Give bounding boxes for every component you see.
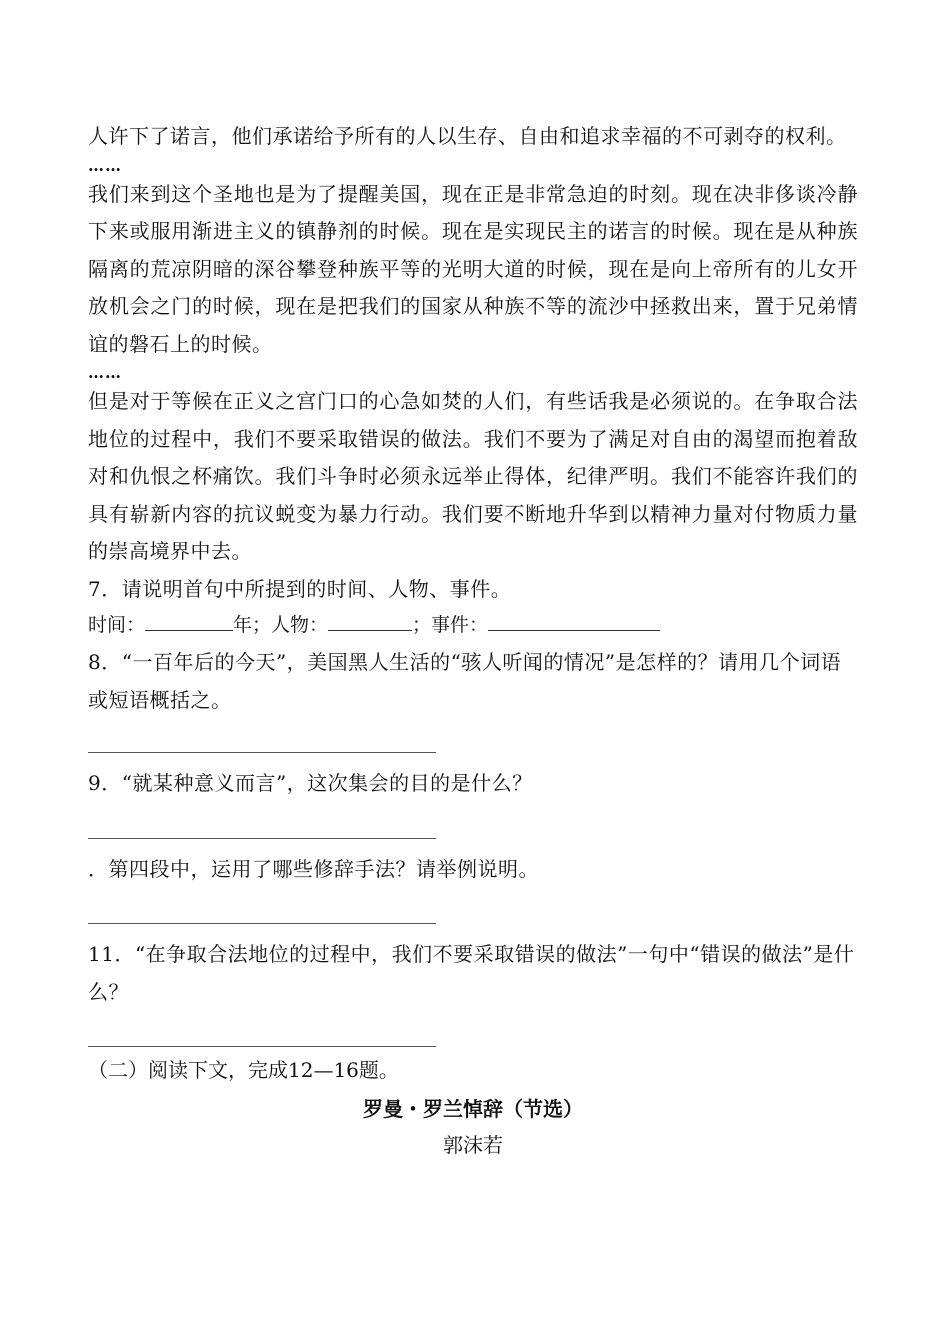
answer-line-8[interactable]: [88, 751, 436, 753]
passage-paragraph-2: 我们来到这个圣地也是为了提醒美国，现在正是非常急迫的时刻。现在决非侈谈冷静下来或服用渐进主义的镇静剂的时候。现在是实现民主的诺言的时候。现在是从种族隔离的荒凉阴暗的深谷攀登种族平等的光明大道的时候，现在是向上帝所有的儿女开放机会之门的时候，现在是把我们的国家从种族不等的流沙中拯救出来，置于兄弟情谊的磐石上的时候。: [88, 181, 858, 356]
question-9: 9．“就某种意义而言”，这次集会的目的是什么？: [88, 771, 533, 795]
time-blank[interactable]: [145, 610, 233, 631]
event-blank[interactable]: [488, 610, 660, 631]
document-page: [88, 118, 858, 1163]
article-title: 罗曼・罗兰悼辞（节选）: [363, 1097, 583, 1121]
passage-paragraph-1: 人许下了诺言，他们承诺给予所有的人以生存、自由和追求幸福的不可剥夺的权利。: [88, 124, 847, 148]
question-11: 11．“在争取合法地位的过程中，我们不要采取错误的做法”一句中“错误的做法”是什么？: [88, 942, 855, 1004]
answer-line-9[interactable]: [88, 837, 436, 839]
person-blank[interactable]: [328, 610, 412, 631]
question-7-blanks: [88, 608, 858, 642]
question-8: 8．“一百年后的今天”，美国黑人生活的“骇人听闻的情况”是怎样的？请用几个词语或短语概括之。: [88, 650, 842, 712]
answer-line-10[interactable]: [88, 922, 436, 924]
time-label: 时间：: [88, 614, 146, 636]
section-2-instruction: （二）阅读下文，完成12—16题。: [88, 1058, 399, 1082]
ellipsis-1: ……: [88, 155, 122, 175]
question-7: 7．请说明首句中所提到的时间、人物、事件。: [88, 576, 512, 601]
year-person-label: 年；人物：: [233, 614, 329, 636]
event-label: ；事件：: [412, 614, 489, 636]
answer-line-11[interactable]: [88, 1045, 436, 1047]
question-10: ．第四段中，运用了哪些修辞手法？请举例说明。: [88, 856, 539, 881]
passage-paragraph-3: 但是对于等候在正义之宫门口的心急如焚的人们，有些话我是必须说的。在争取合法地位的过程中，我们不要采取错误的做法。我们不要为了满足对自由的渴望而抱着敌对和仇恨之杯痛饮。我们斗争时必须永远举止得体，纪律严明。我们不能容许我们的具有崭新内容的抗议蜕变为暴力行动。我们要不断地升华到以精神力量对付物质力量的崇高境界中去。: [88, 389, 858, 563]
ellipsis-2: ……: [88, 363, 122, 382]
article-author: 郭沫若: [443, 1133, 503, 1157]
